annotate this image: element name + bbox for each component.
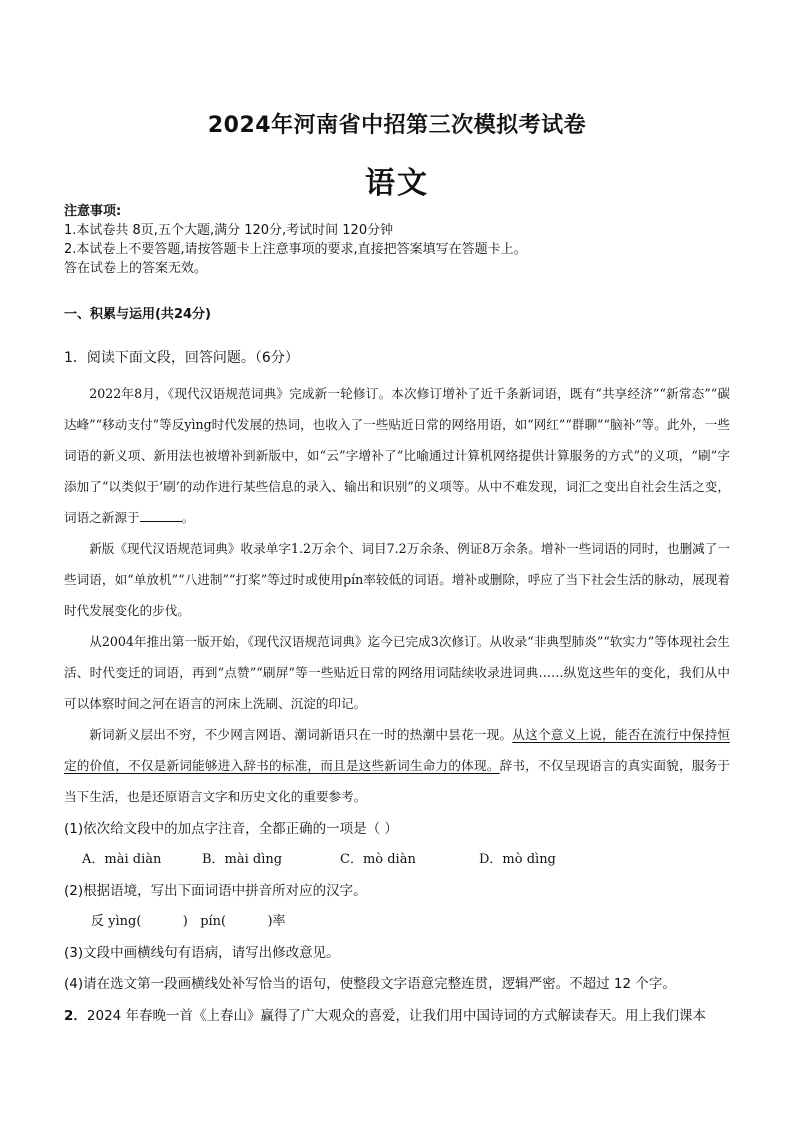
notes-block — [64, 202, 744, 278]
option-d[interactable]: D．mò dìng — [479, 852, 556, 867]
question-2 — [64, 1004, 734, 1024]
pinyin-item: pín( )率 — [200, 914, 286, 929]
pinyin-item: 反 yìng( ) — [91, 914, 188, 929]
passage-paragraph: 从2004年推出第一版开始，《现代汉语规范词典》迄今已完成3次修订。从收录“非典型肺炎”“软实力”等体现社会生活、时代变迁的词语，再到“点赞”“刷屏”等一些贴近日常的网络用词陆续收录进词典……纵览这些年的变化，我们从中可以体察时间之河在语言的河床上洗刷、沉淀的印记。 — [64, 634, 730, 711]
option-b[interactable]: B．mài dìng — [202, 852, 283, 867]
exam-title: 2024年河南省中招第三次模拟考试卷 — [207, 113, 587, 138]
sub-question-4: (4)请在选文第一段画横线处补写恰当的语句，使整段文字语意完整连贯，逻辑严密。不超过 12 个字。 — [64, 976, 676, 992]
sub-question-2: (2)根据语境，写出下面词语中拼音所对应的汉字。 — [64, 883, 367, 899]
underlined-sentence: 从这个意义上说，能否在流行中保持恒定的价值，不仅是新词能够进入辞书的标准，而且是这些新词生命力的体现。 — [64, 727, 731, 773]
question-2-text: 2024 年春晚一首《上春山》赢得了广大观众的喜爱，让我们用中国诗词的方式解读春天。用上我们课本 — [86, 1008, 707, 1024]
subject-heading: 语文 — [365, 166, 429, 201]
notes-item: 1.本试卷共 8页,五个大题,满分 120分,考试时间 120分钟 — [64, 223, 394, 238]
answer-blank — [140, 507, 182, 522]
passage-paragraph — [64, 719, 730, 812]
passage-paragraph — [64, 378, 730, 533]
section-heading: 一、积累与运用(共24分) — [64, 307, 211, 322]
passage-text: 。 — [181, 510, 195, 525]
pinyin-answer-line — [91, 910, 286, 929]
notes-item: 2.本试卷上不要答题,请按答题卡上注意事项的要求,直接把答案填写在答题卡上。 — [64, 242, 527, 257]
passage-text: 新词新义层出不穷，不少网言网语、潮词新语只在一时的热潮中昙花一现。 — [89, 727, 513, 742]
passage-paragraph: 新版《现代汉语规范词典》收录单字1.2万余个、词目7.2万余条、例证8万余条。增补一些词语的同时，也删减了一些词语，如“单放机”“八进制”“打桨”等过时或使用pín率较低的词语。增补或删除，呼应了当下社会生活的脉动，展现着时代发展变化的步伐。 — [64, 541, 730, 618]
notes-heading: 注意事项: — [64, 204, 122, 219]
option-c[interactable]: C．mò diàn — [340, 852, 416, 867]
question-1-stem: 1．阅读下面文段，回答问题。（6分） — [64, 350, 299, 366]
question-2-number: 2． — [64, 1008, 87, 1024]
sub-question-3: (3)文段中画横线句有语病，请写出修改意见。 — [64, 945, 340, 961]
passage-text: 辞书，不仅呈现语言的真实面貌，服务于当下生活，也是还原语言文字和历史文化的重要参考。 — [64, 758, 731, 804]
option-a[interactable]: A．mài diàn — [82, 852, 162, 867]
sub-question-1: (1)依次给文段中的加点字注音，全都正确的一项是（ ） — [64, 821, 398, 837]
notes-item: 答在试卷上的答案无效。 — [64, 261, 208, 276]
reading-passage — [64, 378, 730, 812]
passage-text: 2022年8月，《现代汉语规范词典》完成新一轮修订。本次修订增补了近千条新词语，既有“共享经济”“新常态”“碳达峰”“移动支付”等反yìng时代发展的热词，也收入了一些贴近日常的网络用语，如“网红”“群聊”“脑补”等。此外，一些词语的新义项、新用法也被增补到新版中，如“云”字增补了“比喻通过计算机网络提供计算服务的方式”的义项，“刷”字添加了“以类似于‘刷’的动作进行某些信息的录入、输出和识别”的义项等。从中不难发现，词汇之变出自社会生活之变，词语之新源于 — [64, 386, 730, 525]
